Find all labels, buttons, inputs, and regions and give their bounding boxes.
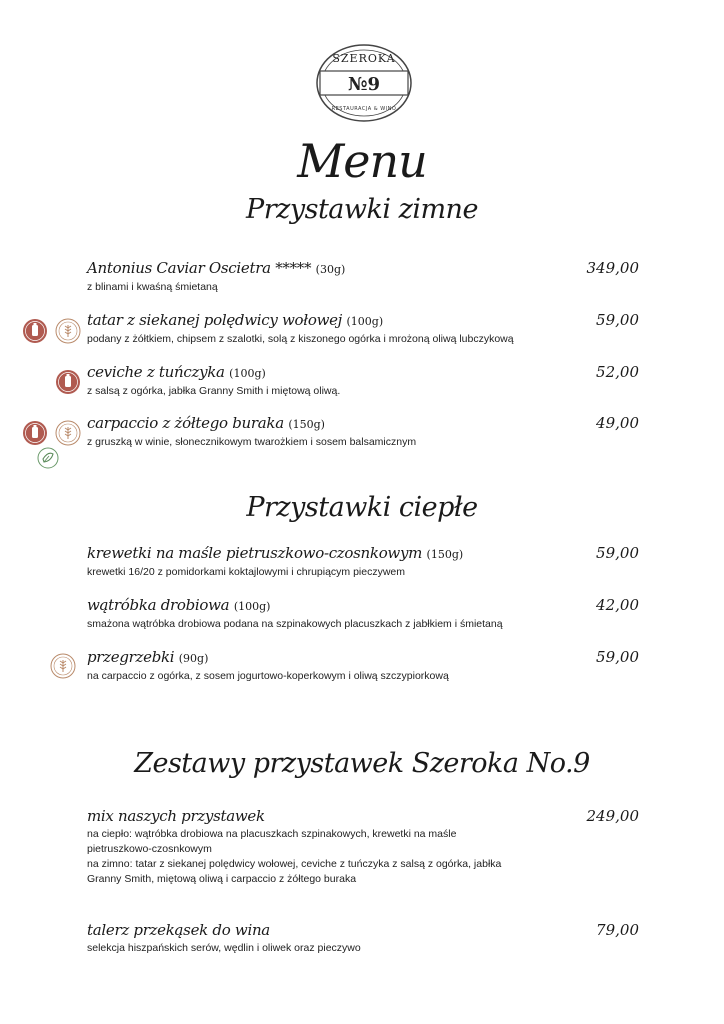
- menu-item: [87, 921, 639, 956]
- menu-item: [87, 311, 639, 347]
- gluten-free-icon: [55, 318, 81, 344]
- item-name: wątróbka drobiowa: [87, 596, 230, 614]
- item-description: selekcja hiszpańskich serów, wędlin i oliwek oraz pieczywo: [87, 942, 361, 954]
- logo-top-text: SZEROKA: [332, 52, 396, 65]
- item-description: na carpaccio z ogórka, z sosem jogurtowo-koperkowym i oliwą szczypiorkową: [87, 670, 449, 682]
- lactose-free-icon: [22, 318, 48, 344]
- item-weight: (150g): [426, 548, 464, 561]
- item-price: 59,00: [596, 311, 639, 329]
- item-price: 52,00: [596, 363, 639, 381]
- section-title-starter-sets: Zestawy przystawek Szeroka No.9: [134, 748, 590, 779]
- lactose-free-icon: [55, 369, 81, 395]
- logo-number: №9: [347, 74, 381, 95]
- item-weight: (150g): [288, 418, 325, 431]
- item-description: krewetki 16/20 z pomidorkami koktajlowymi i chrupiącym pieczywem: [87, 566, 406, 578]
- menu-item: [87, 259, 639, 295]
- item-price: 349,00: [586, 259, 639, 277]
- menu-item: [87, 648, 639, 684]
- item-price: 59,00: [596, 648, 639, 666]
- item-price: 79,00: [596, 921, 639, 939]
- menu-item: [87, 544, 639, 580]
- item-description: z salsą z ogórka, jabłka Granny Smith i miętową oliwą.: [87, 385, 341, 397]
- section-title-warm-starters: Przystawki ciepłe: [246, 492, 478, 523]
- item-description-2: na zimno: tatar z siekanej polędwicy wołowej, ceviche z tuńczyka z salsą z ogórka, jabłka Granny Smith, miętową oliwą i carpaccio z żółtego buraka: [87, 858, 502, 885]
- restaurant-logo: [309, 42, 419, 124]
- item-name: talerz przekąsek do wina: [87, 921, 270, 939]
- item-weight: (100g): [229, 367, 266, 380]
- gluten-free-icon: [50, 653, 76, 679]
- menu-item: [87, 414, 639, 450]
- item-weight: (30g): [315, 263, 346, 276]
- menu-item: [87, 363, 639, 399]
- item-price: 42,00: [596, 596, 639, 614]
- gluten-free-icon: [55, 420, 81, 446]
- item-name: krewetki na maśle pietruszkowo-czosnkowym: [87, 544, 423, 562]
- item-weight: (90g): [178, 652, 209, 665]
- vegetarian-icon: [37, 447, 59, 469]
- item-name: ceviche z tuńczyka: [87, 363, 225, 381]
- item-description: na ciepło: wątróbka drobiowa na placuszkach szpinakowych, krewetki na maśle pietruszkowo-czosnkowym: [87, 828, 457, 855]
- menu-item: [87, 596, 639, 632]
- menu-title: Menu: [297, 134, 427, 188]
- item-name: przegrzebki: [87, 648, 175, 666]
- lactose-free-icon: [22, 420, 48, 446]
- item-name: mix naszych przystawek: [87, 807, 265, 825]
- item-description: z blinami i kwaśną śmietaną: [87, 281, 218, 293]
- menu-item: [87, 807, 639, 887]
- item-description: smażona wątróbka drobiowa podana na szpinakowych placuszkach z jabłkiem i śmietaną: [87, 618, 503, 630]
- item-price: 249,00: [586, 807, 639, 825]
- item-price: 59,00: [596, 544, 639, 562]
- item-weight: (100g): [233, 600, 271, 613]
- section-title-cold-starters: Przystawki zimne: [246, 194, 478, 225]
- item-description: z gruszką w winie, słonecznikowym twarożkiem i sosem balsamicznym: [87, 436, 417, 448]
- item-price: 49,00: [596, 414, 639, 432]
- item-description: podany z żółtkiem, chipsem z szalotki, solą z kiszonego ogórka i mrożoną oliwą lubczykową: [87, 333, 514, 345]
- item-weight: (100g): [346, 315, 384, 328]
- item-name: carpaccio z żółtego buraka: [87, 414, 284, 432]
- logo-bottom-text: RESTAURACJA & WINO: [331, 106, 397, 112]
- item-name: tatar z siekanej polędwicy wołowej: [87, 311, 343, 329]
- item-name: Antonius Caviar Oscietra *****: [87, 259, 312, 277]
